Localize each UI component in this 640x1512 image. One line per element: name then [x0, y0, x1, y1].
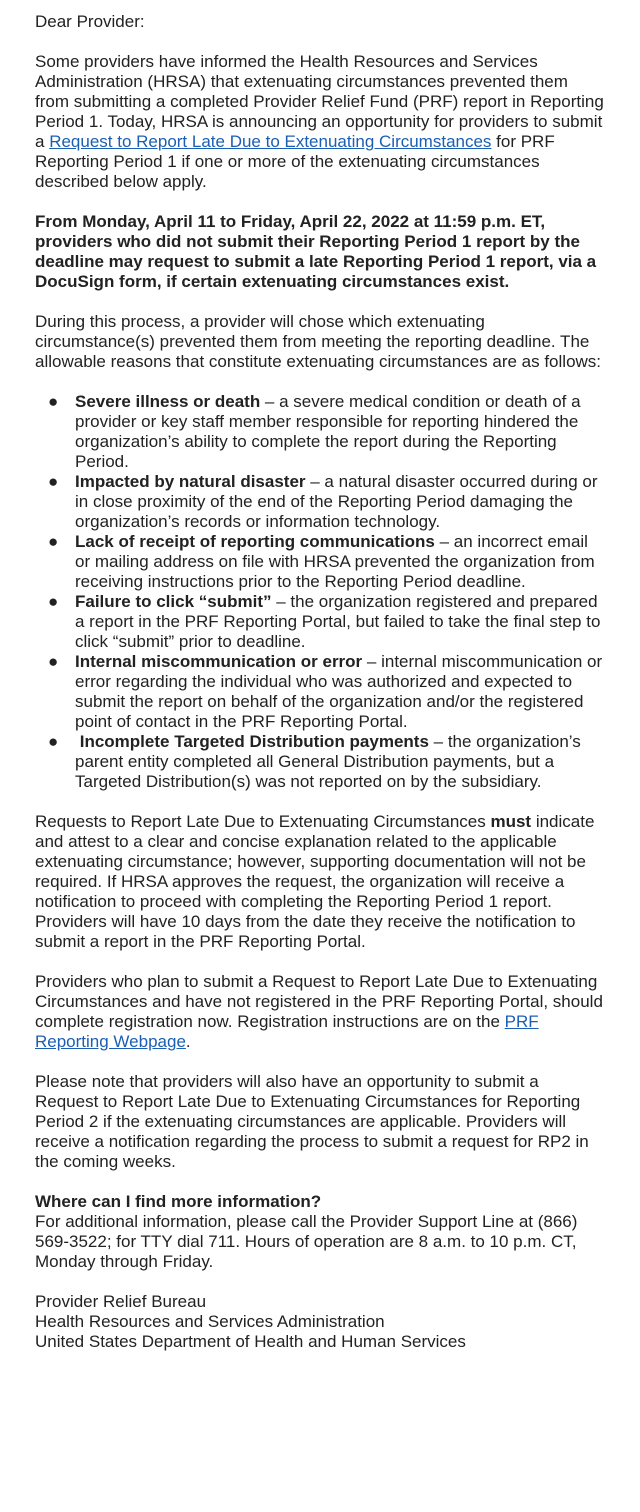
bullet-icon: ●: [48, 652, 59, 671]
more-info-heading: [35, 1192, 605, 1212]
intro-paragraph: [35, 52, 605, 192]
signature-line: Health Resources and Services Administration: [35, 1312, 385, 1331]
list-item: [35, 532, 605, 592]
reason-text: – a natural disaster occurred during or in close proximity of the end of the Reporting Period damaging the organization’s records or information technology.: [75, 472, 598, 531]
reason-text: – the organization registered and prepared a report in the PRF Reporting Portal, but failed to take the final step to click “submit” prior to deadline.: [75, 592, 601, 651]
bullet-icon: ●: [48, 392, 59, 411]
request-late-report-link[interactable]: Request to Report Late Due to Extenuating Circumstances: [49, 132, 492, 151]
extenuating-circumstances-list: [35, 392, 605, 792]
bullet-icon: ●: [48, 472, 59, 491]
list-item: [35, 732, 605, 792]
list-item: [35, 392, 605, 472]
requests-text-end: indicate and attest to a clear and concise explanation related to the applicable extenuating circumstance; however, supporting documentation will not be required. If HRSA approves the request, the organization will receive a notification to proceed with completing the Reporting Period 1 report. Providers will have 10 days from the date they receive the notification to submit a report in the PRF Reporting Portal.: [35, 812, 595, 951]
process-paragraph: During this process, a provider will chose which extenuating circumstance(s) prevented them from meeting the reporting deadline. The allowable reasons that constitute extenuating circumstances are as follows:: [35, 312, 602, 371]
must-emphasis: must: [490, 812, 532, 831]
more-info-paragraph: For additional information, please call the Provider Support Line at (866) 569-3522; for TTY dial 711. Hours of operation are 8 a.m. to 10 p.m. CT, Monday through Friday.: [35, 1212, 578, 1271]
list-item: [35, 472, 605, 532]
reason-title: Lack of receipt of reporting communications: [75, 532, 435, 551]
signature-line: Provider Relief Bureau: [35, 1292, 207, 1311]
registration-paragraph: [35, 972, 605, 1052]
greeting: Dear Provider:: [35, 12, 145, 31]
bullet-icon: ●: [48, 532, 59, 551]
list-item: [35, 652, 605, 732]
reason-title: Incomplete Targeted Distribution payments: [75, 732, 429, 751]
reason-text: – a severe medical condition or death of a provider or key staff member responsible for reporting hindered the organization’s ability to complete the report during the Reporting Period.: [75, 392, 581, 471]
rp2-paragraph: Please note that providers will also have an opportunity to submit a Request to Report Late Due to Extenuating Circumstances for Reporting Period 2 if the extenuating circumstances are applicable. Providers will receive a notification regarding the process to submit a request for RP2 in the coming weeks.: [35, 1072, 589, 1171]
deadline-text: From Monday, April 11 to Friday, April 22, 2022 at 11:59 p.m. ET, providers who did not submit their Reporting Period 1 report by the deadline may request to submit a late Reporting Period 1 report, via a DocuSign form, if certain extenuating circumstances exist.: [35, 212, 597, 291]
reason-text: – internal miscommunication or error regarding the individual who was authorized and expected to submit the report on behalf of the organization and/or the registered point of contact in the PRF Reporting Portal.: [75, 652, 603, 731]
reason-text: – the organization’s parent entity completed all General Distribution payments, but a Targeted Distribution(s) was not reported on by the subsidiary.: [75, 732, 581, 791]
reason-text: – an incorrect email or mailing address on file with HRSA prevented the organization from receiving instructions prior to the Reporting Period deadline.: [75, 532, 595, 591]
bullet-icon: ●: [48, 592, 59, 611]
reason-title: Severe illness or death: [75, 392, 261, 411]
email-body: [35, 12, 605, 1352]
more-info-heading-text: Where can I find more information?: [35, 1192, 322, 1211]
bullet-icon: ●: [48, 732, 59, 751]
signature-line: United States Department of Health and Human Services: [35, 1332, 466, 1351]
deadline-paragraph: [35, 212, 605, 292]
reason-title: Impacted by natural disaster: [75, 472, 306, 491]
registration-text-end: .: [185, 1032, 191, 1051]
list-item: [35, 592, 605, 652]
requests-text: Requests to Report Late Due to Extenuating Circumstances: [35, 812, 491, 831]
intro-text-end: for PRF Reporting Period 1 if one or more of the extenuating circumstances described below apply.: [35, 132, 555, 191]
prf-reporting-webpage-link[interactable]: PRF Reporting Webpage: [35, 1012, 539, 1051]
reason-title: Failure to click “submit”: [75, 592, 272, 611]
reason-title: Internal miscommunication or error: [75, 652, 363, 671]
requests-paragraph: [35, 812, 605, 952]
registration-text: Providers who plan to submit a Request to Report Late Due to Extenuating Circumstances and have not registered in the PRF Reporting Portal, should complete registration now. Registration instructions are on the: [35, 972, 603, 1031]
intro-text: Some providers have informed the Health Resources and Services Administration (HRSA) that extenuating circumstances prevented them from submitting a completed Provider Relief Fund (PRF) report in Reporting Period 1. Today, HRSA is announcing an opportunity for providers to submit a: [35, 52, 604, 151]
